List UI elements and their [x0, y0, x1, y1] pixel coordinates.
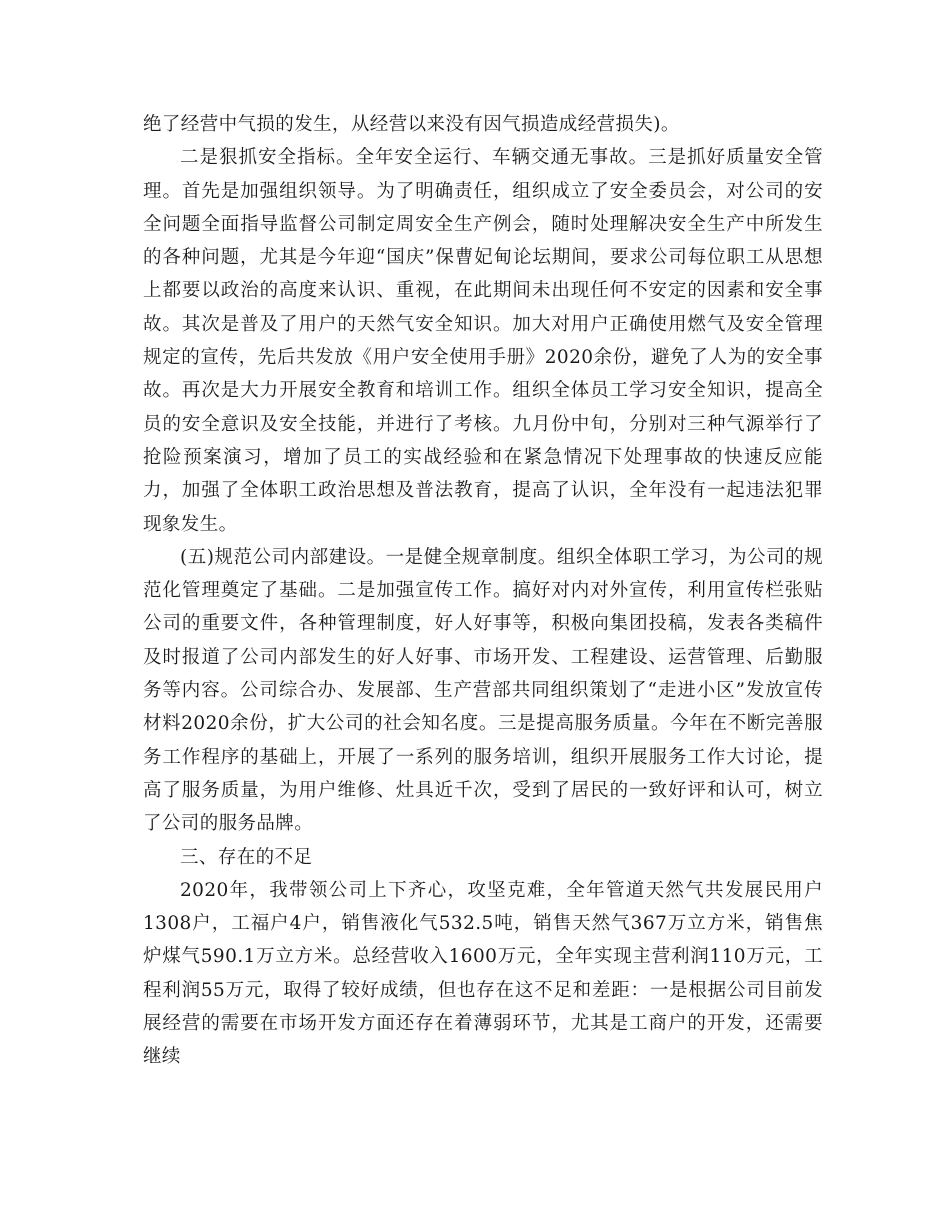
section-heading-shortcomings: 三、存在的不足	[180, 846, 313, 868]
paragraph-safety: 二是狠抓安全指标。全年安全运行、车辆交通无事故。三是抓好质量安全管理。首先是加强组织领导。为了明确责任，组织成立了安全委员会，对公司的安全问题全面指导监督公司制定周安全生产例会，随时处理解决安全生产中所发生的各种问题，尤其是今年迎“国庆”保曹妃甸论坛期间，要求公司每位职工从思想上都要以政治的高度来认识、重视，在此期间未出现任何不安定的因素和安全事故。其次是普及了用户的天然气安全知识。加大对用户正确使用燃气及安全管理规定的宣传，先后共发放《用户安全使用手册》2020余份，避免了人为的安全事故。再次是大力开展安全教育和培训工作。组织全体员工学习安全知识，提高全员的安全意识及安全技能，并进行了考核。九月份中旬，分别对三种气源举行了抢险预案演习，增加了员工的实战经验和在紧急情况下处理事故的快速反应能力，加强了全体职工政治思想及普法教育，提高了认识，全年没有一起违法犯罪现象发生。	[143, 147, 823, 535]
paragraph-internal-construction: (五)规范公司内部建设。一是健全规章制度。组织全体职工学习，为公司的规范化管理奠定了基础。二是加强宣传工作。搞好对内对外宣传，利用宣传栏张贴公司的重要文件，各种管理制度，好人好事等，积极向集团投稿，发表各类稿件及时报道了公司内部发生的好人好事、市场开发、工程建设、运营管理、后勤服务等内容。公司综合办、发展部、生产营部共同组织策划了“走进小区”发放宣传材料2020余份，扩大公司的社会知名度。三是提高服务质量。今年在不断完善服务工作程序的基础上，开展了一系列的服务培训，组织开展服务工作大讨论，提高了服务质量，为用户维修、灶具近千次，受到了居民的一致好评和认可，树立了公司的服务品牌。	[143, 546, 823, 835]
paragraph-annual-summary: 2020年，我带领公司上下齐心，攻坚克难，全年管道天然气共发展民用户1308户，工福户4户，销售液化气532.5吨，销售天然气367万立方米，销售焦炉煤气590.1万立方米。总经营收入1600万元，全年实现主营利润110万元，工程利润55万元，取得了较好成绩，但也存在这不足和差距：一是根据公司目前发展经营的需要在市场开发方面还存在着薄弱环节，尤其是工商户的开发，还需要继续	[143, 879, 823, 1068]
paragraph-continuation: 绝了经营中气损的发生，从经营以来没有因气损造成经营损失)。	[143, 114, 680, 135]
document-body	[143, 108, 823, 1074]
